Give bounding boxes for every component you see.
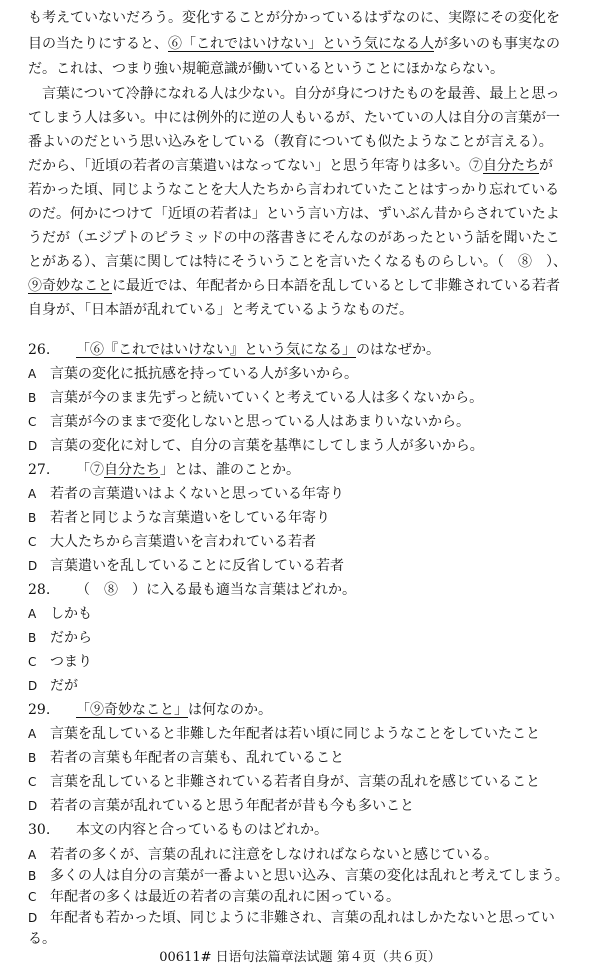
answer-option-continuation [28,929,592,949]
answer-option[interactable]: C つまり [28,654,92,670]
answer-option[interactable]: D 言葉遣いを乱していることに反省している若者 [28,558,344,574]
question-stem: 27. 「⑦自分たち」とは、誰のことか。 [28,462,300,478]
passage-line: だから、「近頃の若者の言葉遣いはなってない」と思う年寄りは多い。⑦自分たちが [28,158,553,174]
passage-line: てしまう人は多い。中には例外的に逆の人もいるが、たいていの人は自分の言葉が一 [28,110,560,126]
answer-option[interactable]: C 年配者の多くは最近の若者の言葉の乱れに困っている。 [28,889,400,905]
question-stem: 30. 本文の内容と合っているものはどれか。 [28,822,328,838]
question-stem: 28. （ ⑧ ）に入る最も適当な言葉はどれか。 [28,582,356,598]
underlined-phrase-9: ⑨奇妙なこと [28,278,112,294]
answer-option[interactable]: C 言葉が今のままで変化しないと思っている人はあまりいないから。 [28,414,470,430]
question-stem: 29. 「⑨奇妙なこと」は何なのか。 [28,702,272,718]
answer-option[interactable]: A 言葉の変化に抵抗感を持っている人が多いから。 [28,366,358,382]
option-text: る。 [28,931,56,947]
answer-option[interactable]: D 言葉の変化に対して、自分の言葉を基準にしてしまう人が多いから。 [28,438,484,454]
answer-option[interactable]: B 言葉が今のまま先ずっと続いていくと考えている人は多くないから。 [28,390,484,406]
passage-line: ⑨奇妙なことに最近では、年配者から日本語を乱しているとして非難されている若者 [28,278,560,294]
answer-option[interactable] [28,908,592,928]
passage-line: 番よいのだという思い込みをしている（教育についても似たようなことが言える）。 [28,134,553,150]
answer-option[interactable]: D 若者の言葉が乱れていると思う年配者が昔も今も多いこと [28,798,414,814]
answer-option[interactable]: C 大人たちから言葉遣いを言われている若者 [28,534,316,550]
answer-option[interactable]: D だが [28,678,78,694]
passage-line: 言葉について冷静になれる人は少ない。自分が身につけたものを最善、最上と思っ [28,86,560,102]
passage-line: 目の当たりにすると、⑥「これではいけない」という気になる人が多いのも事実なの [28,36,560,52]
option-text: 年配者も若かった頃、同じように非難され、言葉の乱れはしかたないと思ってい [50,910,555,926]
underlined-phrase-6: ⑥「これではいけない」という気になる人 [168,36,434,52]
page-footer: 00611# 日语句法篇章法试题 第４页（共６页） [159,950,441,965]
passage-line: だ。これは、つまり強い規範意識が働いているということにほかならない。 [28,61,504,77]
question-stem: 26. 「⑥『これではいけない』という気になる」のはなぜか。 [28,342,440,358]
answer-option[interactable]: C 言葉を乱していると非難されている若者自身が、言葉の乱れを感じていること [28,774,540,790]
answer-option[interactable]: B だから [28,630,92,646]
answer-option[interactable]: A 若者の多くが、言葉の乱れに注意をしなければならないと感じている。 [28,847,498,863]
answer-option[interactable]: A 若者の言葉遣いはよくないと思っている年寄り [28,486,344,502]
passage-line: のだ。何かにつけて「近頃の若者は」という言い方は、ずいぶん昔からされていたよ [28,206,560,222]
underlined-phrase-7: 自分たち [483,158,539,174]
passage-line: うだが（エジプトのピラミッドの中の落書きにそんなのがあったという話を聞いたこ [28,230,560,246]
answer-option[interactable]: A しかも [28,606,92,622]
answer-option[interactable]: B 若者と同じような言葉遣いをしている年寄り [28,510,330,526]
answer-option[interactable]: A 言葉を乱していると非難した年配者は若い頃に同じようなことをしていたこと [28,726,540,742]
passage-line: とがある）、言葉に関しては特にそういうことを言いたくなるものらしい。（ ⑧ ）、 [28,254,567,270]
answer-option[interactable]: B 若者の言葉も年配者の言葉も、乱れていること [28,750,344,766]
passage-line: も考えていないだろう。変化することが分かっているはずなのに、実際にその変化を [28,10,560,26]
passage-line: 若かった頃、同じようなことを大人たちから言われていたことはすっかり忘れている [28,182,560,198]
option-letter: D [28,911,38,925]
passage-line: 自身が、「日本語が乱れている」と考えているようなものだ。 [28,302,413,318]
answer-option[interactable]: B 多くの人は自分の言葉が一番よいと思い込み、言葉の変化は乱れと考えてしまう。 [28,868,569,884]
